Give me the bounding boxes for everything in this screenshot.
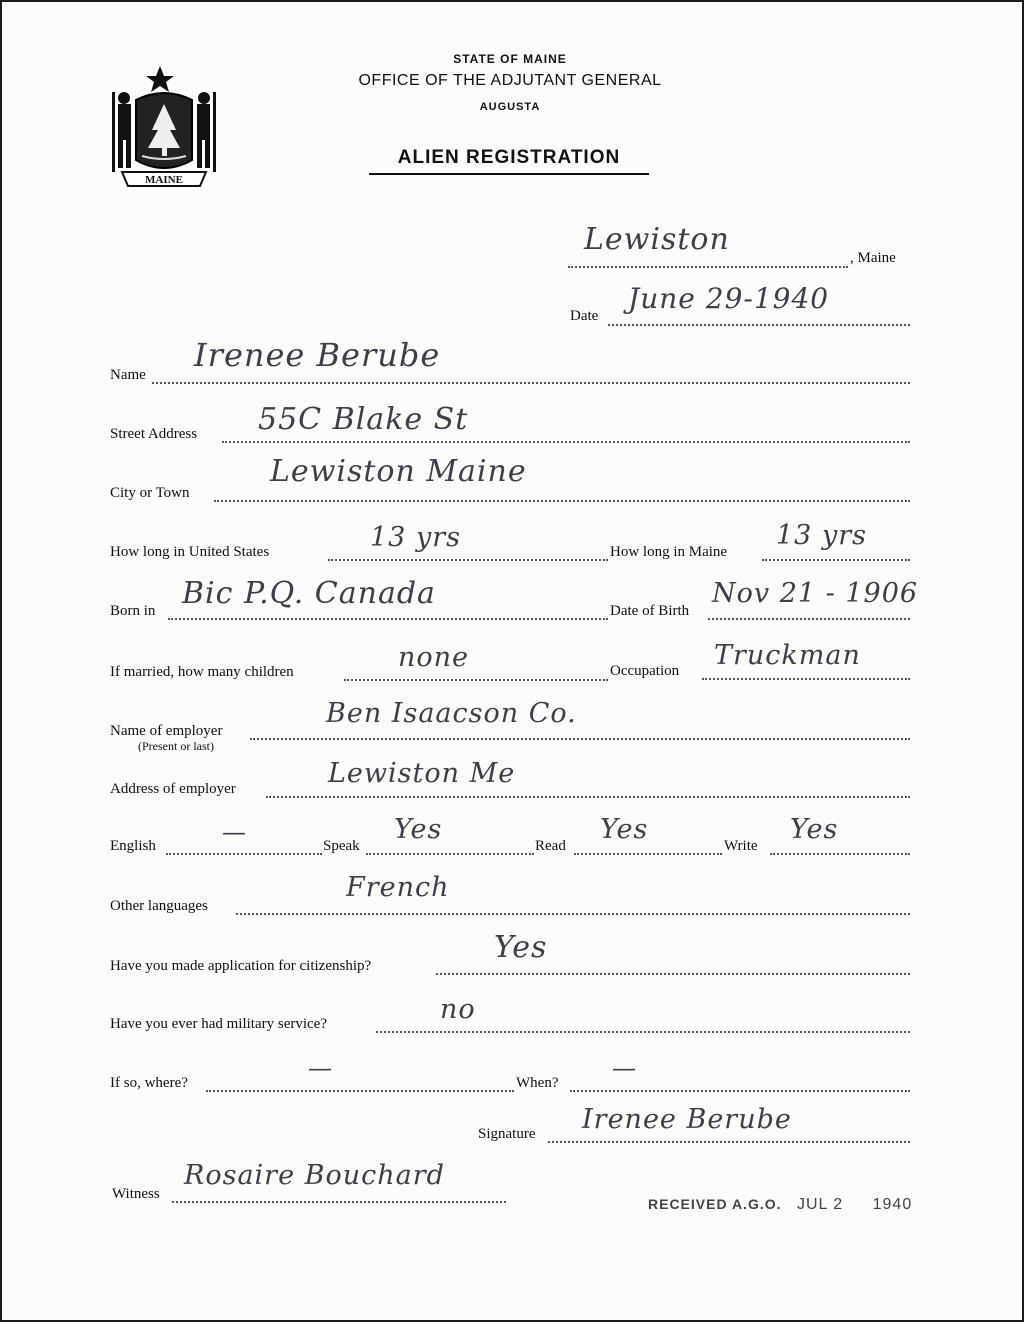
- employer-line: [250, 738, 910, 740]
- city-line: [214, 500, 910, 502]
- occupation-label: Occupation: [610, 663, 680, 679]
- write-line: [770, 853, 910, 855]
- citizenship-line: [436, 973, 910, 975]
- seal-star-icon: [146, 66, 174, 92]
- military-label: Have you ever had military service?: [110, 1016, 327, 1032]
- witness-label: Witness: [112, 1186, 160, 1202]
- occupation-line: [702, 678, 910, 680]
- english-value[interactable]: —: [222, 818, 247, 846]
- name-line: [152, 382, 910, 384]
- children-line: [344, 679, 608, 681]
- how-long-us-label: How long in United States: [110, 544, 270, 560]
- name-label: Name: [110, 367, 146, 383]
- children-label: If married, how many children: [110, 664, 294, 680]
- read-label: Read: [535, 838, 566, 854]
- town-line: [568, 266, 848, 268]
- when-value[interactable]: —: [612, 1054, 637, 1082]
- when-line: [570, 1090, 910, 1092]
- when-label: When?: [516, 1075, 559, 1091]
- date-value[interactable]: June 29-1940: [628, 282, 830, 315]
- other-languages-label: Other languages: [110, 898, 208, 914]
- maine-state-seal: [108, 64, 220, 192]
- maine-suffix: , Maine: [850, 250, 896, 266]
- speak-value[interactable]: Yes: [394, 814, 443, 845]
- speak-label: Speak: [323, 838, 360, 854]
- read-line: [574, 853, 722, 855]
- dob-label: Date of Birth: [610, 603, 690, 619]
- dob-value[interactable]: Nov 21 - 1906: [712, 578, 919, 609]
- other-languages-value[interactable]: French: [346, 872, 450, 903]
- born-in-value[interactable]: Bic P.Q. Canada: [182, 576, 436, 611]
- state-heading: STATE OF MAINE: [453, 52, 567, 66]
- other-languages-line: [236, 913, 910, 915]
- how-long-us-line: [328, 559, 608, 561]
- form-title: ALIEN REGISTRATION: [369, 147, 649, 175]
- seal-banner-text: MAINE: [145, 174, 183, 186]
- signature-label: Signature: [478, 1126, 536, 1142]
- employer-address-line: [266, 796, 910, 798]
- english-label: English: [110, 838, 156, 854]
- citizenship-value[interactable]: Yes: [494, 930, 548, 965]
- street-address-value[interactable]: 55C Blake St: [258, 402, 469, 437]
- stamp-label: RECEIVED A.G.O.: [648, 1196, 782, 1212]
- where-value[interactable]: —: [308, 1054, 333, 1082]
- employer-address-label: Address of employer: [110, 781, 236, 797]
- date-label: Date: [570, 308, 599, 324]
- write-label: Write: [724, 838, 758, 854]
- signature-line: [548, 1141, 910, 1143]
- citizenship-label: Have you made application for citizenship?: [110, 958, 372, 974]
- received-stamp: [648, 1196, 912, 1214]
- witness-line: [172, 1201, 506, 1203]
- how-long-maine-value[interactable]: 13 yrs: [776, 520, 867, 551]
- how-long-maine-label: How long in Maine: [610, 544, 728, 560]
- speak-line: [366, 853, 534, 855]
- date-line: [608, 324, 910, 326]
- stamp-year: 1940: [872, 1196, 913, 1213]
- dob-line: [708, 618, 910, 620]
- office-heading: OFFICE OF THE ADJUTANT GENERAL: [358, 72, 662, 89]
- children-value[interactable]: none: [398, 642, 470, 673]
- employer-address-value[interactable]: Lewiston Me: [328, 758, 516, 789]
- employer-value[interactable]: Ben Isaacson Co.: [326, 698, 577, 729]
- english-line: [166, 853, 322, 855]
- town-value[interactable]: Lewiston: [584, 222, 730, 257]
- born-in-line: [168, 618, 608, 620]
- witness-value[interactable]: Rosaire Bouchard: [184, 1160, 445, 1191]
- street-address-label: Street Address: [110, 426, 198, 442]
- how-long-us-value[interactable]: 13 yrs: [370, 522, 461, 553]
- how-long-maine-line: [762, 559, 910, 561]
- read-value[interactable]: Yes: [600, 814, 649, 845]
- military-value[interactable]: no: [440, 994, 476, 1025]
- occupation-value[interactable]: Truckman: [714, 640, 861, 671]
- city-label: City or Town: [110, 485, 190, 501]
- city-value[interactable]: Lewiston Maine: [270, 454, 527, 489]
- name-value[interactable]: Irenee Berube: [194, 336, 441, 374]
- city-heading: AUGUSTA: [479, 101, 541, 113]
- military-line: [376, 1031, 910, 1033]
- where-line: [206, 1090, 514, 1092]
- stamp-date: JUL 2: [796, 1196, 844, 1213]
- write-value[interactable]: Yes: [790, 814, 839, 845]
- signature-value[interactable]: Irenee Berube: [582, 1104, 792, 1135]
- where-label: If so, where?: [110, 1075, 188, 1091]
- employer-label: Name of employer: [110, 723, 223, 739]
- born-in-label: Born in: [110, 603, 156, 619]
- street-address-line: [222, 441, 910, 443]
- employer-sublabel: (Present or last): [138, 739, 214, 753]
